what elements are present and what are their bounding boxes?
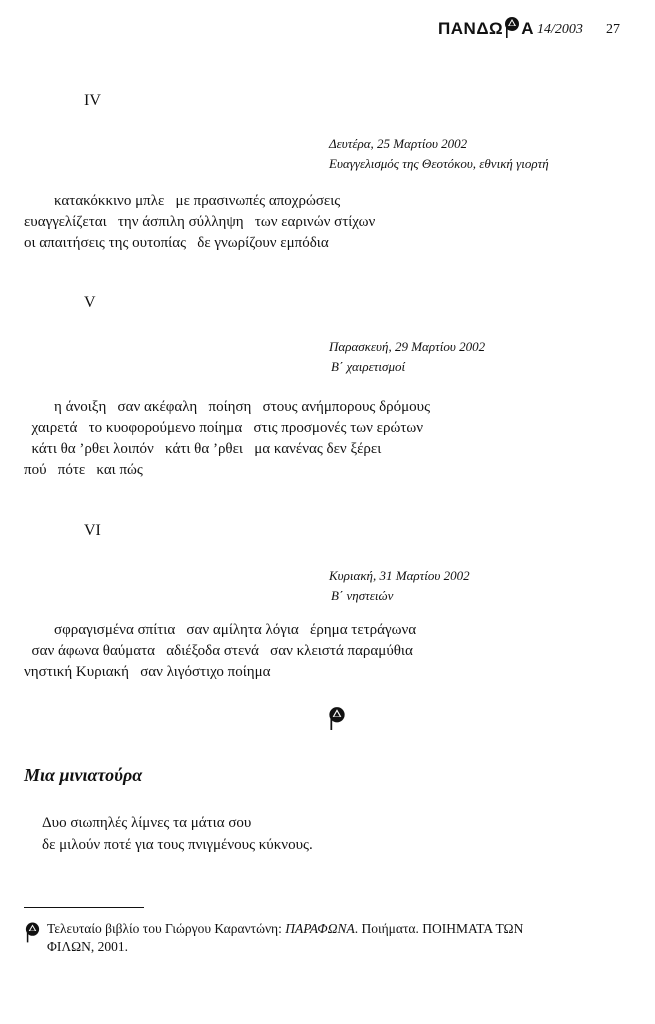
footnote-prefix: Τελευταίο βιβλίο του Γιώργου Καραντώνη: [47, 921, 286, 936]
section-v-dateline [329, 337, 485, 377]
issue-number: 14/2003 [537, 22, 583, 37]
section-vi-note: Β΄ νηστειών [331, 588, 394, 603]
section-v-note: Β΄ χαιρετισμοί [331, 359, 406, 374]
poem-line: κατακόκκινο μπλε με πρασινωπές αποχρώσεις [24, 193, 341, 209]
poem-line: η άνοιξη σαν ακέφαλη ποίηση στους ανήμπορους δρόμους [24, 399, 431, 415]
poem-line: δε μιλούν ποτέ για τους πνιγμένους κύκνους. [42, 837, 313, 853]
poem-line: ευαγγελίζεται την άσπιλη σύλληψη των εαρινών στίχων [24, 214, 376, 230]
section-numeral-vi: VI [84, 522, 101, 539]
logo-text-right: Α [521, 18, 534, 38]
footnote [47, 920, 523, 956]
poem-line: Δυο σιωπηλές λίμνες τα μάτια σου [42, 815, 252, 831]
footnote-divider [24, 907, 144, 908]
section-vi-poem [24, 620, 416, 683]
poem-line: κάτι θα ’ρθει λοιπόν κάτι θα ’ρθει μα κανένας δεν ξέρει [24, 441, 382, 457]
section-v-date: Παρασκευή, 29 Μαρτίου 2002 [329, 339, 486, 354]
pandora-emblem-icon [327, 706, 347, 730]
poem-line: χαιρετά το κυοφορούμενο ποίημα στις προσμονές των ερώτων [24, 420, 424, 436]
poem-line: σφραγισμένα σπίτια σαν αμίλητα λόγια έρημα τετράγωνα [24, 622, 417, 638]
logo-text-left: ΠΑΝΔΩ [438, 18, 504, 38]
section-iv-dateline [329, 134, 549, 174]
footnote-line-2: ΦΙΛΩΝ, 2001. [47, 939, 129, 954]
section-numeral-iv: IV [84, 92, 101, 109]
section-vi-dateline [329, 566, 470, 606]
miniature-poem [42, 812, 313, 856]
section-iv-note: Ευαγγελισμός της Θεοτόκου, εθνική γιορτή [329, 156, 549, 171]
journal-logo [438, 18, 534, 39]
footnote-book-title: ΠΑΡΑΦΩΝΑ [285, 921, 355, 936]
page-number: 27 [606, 22, 620, 37]
section-numeral-v: V [84, 294, 96, 311]
pandora-emblem-icon [24, 921, 41, 943]
section-iv-date: Δευτέρα, 25 Μαρτίου 2002 [329, 136, 468, 151]
poem-line: οι απαιτήσεις της ουτοπίας δε γνωρίζουν εμπόδια [24, 235, 329, 251]
section-iv-poem [24, 191, 375, 254]
pandora-emblem-icon [503, 16, 521, 38]
footnote-suffix: . Ποιήματα. ΠΟΙΗΜΑΤΑ ΤΩΝ [354, 921, 524, 936]
footnote-line-1 [47, 920, 523, 938]
poem-line: νηστική Κυριακή σαν λιγόστιχο ποίημα [24, 664, 271, 680]
poem-title: Μια μινιατούρα [24, 765, 143, 785]
poem-line: πού πότε και πώς [24, 462, 143, 478]
section-vi-date: Κυριακή, 31 Μαρτίου 2002 [329, 568, 470, 583]
poem-line: σαν άφωνα θαύματα αδιέξοδα στενά σαν κλειστά παραμύθια [24, 643, 413, 659]
section-v-poem [24, 397, 430, 481]
